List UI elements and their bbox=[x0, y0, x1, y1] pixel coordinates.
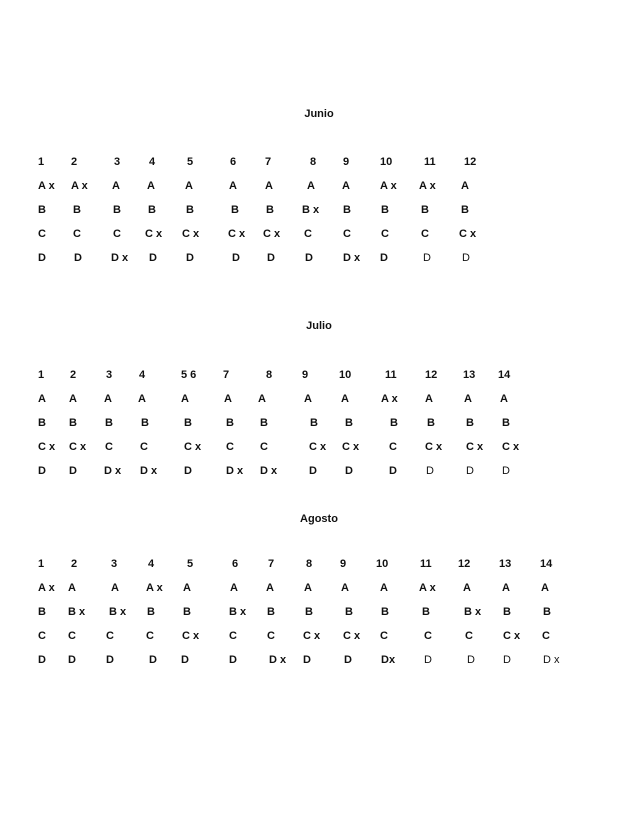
julio-cell: 14 bbox=[498, 369, 511, 381]
agosto-cell: D bbox=[303, 654, 311, 666]
agosto-cell: D x bbox=[543, 654, 560, 666]
julio-cell: 4 bbox=[139, 369, 146, 381]
julio-cell: C x bbox=[466, 441, 484, 453]
agosto-cell: B bbox=[503, 606, 511, 618]
agosto-cell: 2 bbox=[71, 558, 78, 570]
junio-cell: C bbox=[421, 228, 429, 240]
agosto-cell: A bbox=[68, 582, 76, 594]
agosto-cell: 7 bbox=[268, 558, 275, 570]
agosto-cell: C x bbox=[182, 630, 200, 642]
agosto-cell: D bbox=[424, 654, 432, 666]
julio-row-a bbox=[0, 392, 638, 406]
julio-cell: A bbox=[425, 393, 433, 405]
junio-cell: A x bbox=[71, 180, 88, 192]
agosto-cell: A x bbox=[146, 582, 163, 594]
agosto-cell: 5 bbox=[187, 558, 194, 570]
agosto-cell: 3 bbox=[111, 558, 118, 570]
agosto-cell: C bbox=[229, 630, 237, 642]
julio-cell: B bbox=[69, 417, 77, 429]
agosto-cell: 10 bbox=[376, 558, 389, 570]
junio-cell: B bbox=[266, 204, 274, 216]
junio-row-numbers bbox=[0, 155, 638, 169]
agosto-cell: 14 bbox=[540, 558, 553, 570]
junio-cell: D bbox=[462, 252, 470, 264]
junio-cell: 4 bbox=[149, 156, 156, 168]
julio-cell: A bbox=[341, 393, 349, 405]
julio-cell: B bbox=[390, 417, 398, 429]
julio-cell: B bbox=[141, 417, 149, 429]
agosto-cell: D bbox=[68, 654, 76, 666]
julio-row-c bbox=[0, 440, 638, 454]
agosto-cell: B bbox=[345, 606, 353, 618]
junio-cell: D bbox=[267, 252, 275, 264]
junio-cell: C bbox=[38, 228, 46, 240]
agosto-cell: A x bbox=[419, 582, 436, 594]
agosto-row-a bbox=[0, 581, 638, 595]
agosto-cell: A x bbox=[38, 582, 55, 594]
junio-cell: A bbox=[185, 180, 193, 192]
julio-cell: 11 bbox=[385, 369, 397, 381]
julio-cell: 12 bbox=[425, 369, 438, 381]
junio-row-c bbox=[0, 227, 638, 241]
julio-cell: D bbox=[502, 465, 510, 477]
agosto-cell: 11 bbox=[420, 558, 432, 570]
junio-cell: B bbox=[186, 204, 194, 216]
junio-cell: C bbox=[343, 228, 351, 240]
julio-cell: D bbox=[345, 465, 353, 477]
julio-row-d bbox=[0, 464, 638, 478]
junio-cell: D bbox=[38, 252, 46, 264]
agosto-row-numbers bbox=[0, 557, 638, 571]
julio-cell: B bbox=[105, 417, 113, 429]
section-title-agosto: Agosto bbox=[300, 513, 338, 525]
julio-cell: B bbox=[427, 417, 435, 429]
julio-cell: B bbox=[345, 417, 353, 429]
agosto-cell: A bbox=[183, 582, 191, 594]
junio-cell: A bbox=[229, 180, 237, 192]
agosto-cell: C bbox=[424, 630, 432, 642]
agosto-cell: C bbox=[106, 630, 114, 642]
julio-cell: C bbox=[260, 441, 268, 453]
section-title-julio: Julio bbox=[306, 320, 332, 332]
julio-cell: D bbox=[426, 465, 434, 477]
julio-cell: B bbox=[466, 417, 474, 429]
junio-cell: A x bbox=[380, 180, 397, 192]
junio-cell: A x bbox=[38, 180, 55, 192]
agosto-cell: C bbox=[542, 630, 550, 642]
julio-cell: C x bbox=[38, 441, 56, 453]
julio-cell: 13 bbox=[463, 369, 476, 381]
junio-cell: C bbox=[113, 228, 121, 240]
agosto-cell: C bbox=[38, 630, 46, 642]
agosto-cell: A bbox=[266, 582, 274, 594]
junio-row-a bbox=[0, 179, 638, 193]
junio-cell: D bbox=[149, 252, 157, 264]
julio-cell: 9 bbox=[302, 369, 309, 381]
junio-cell: B bbox=[38, 204, 46, 216]
julio-cell: B bbox=[184, 417, 192, 429]
junio-cell: C bbox=[304, 228, 312, 240]
julio-cell: B bbox=[502, 417, 510, 429]
agosto-cell: A bbox=[380, 582, 388, 594]
julio-cell: D bbox=[184, 465, 192, 477]
agosto-cell: A bbox=[111, 582, 119, 594]
agosto-cell: C bbox=[380, 630, 388, 642]
junio-cell: B bbox=[421, 204, 429, 216]
julio-cell: A bbox=[500, 393, 508, 405]
agosto-cell: A bbox=[502, 582, 510, 594]
junio-cell: C x bbox=[182, 228, 200, 240]
julio-cell: B bbox=[310, 417, 318, 429]
julio-cell: C x bbox=[184, 441, 202, 453]
agosto-cell: 12 bbox=[458, 558, 471, 570]
junio-cell: A bbox=[307, 180, 315, 192]
agosto-cell: B x bbox=[464, 606, 482, 618]
junio-cell: A bbox=[342, 180, 350, 192]
junio-cell: 1 bbox=[38, 156, 45, 168]
junio-cell: B x bbox=[302, 204, 320, 216]
julio-cell: D x bbox=[104, 465, 122, 477]
julio-cell: C bbox=[389, 441, 397, 453]
junio-cell: C x bbox=[459, 228, 477, 240]
julio-cell: D x bbox=[140, 465, 158, 477]
agosto-cell: D bbox=[181, 654, 189, 666]
julio-cell: A bbox=[181, 393, 189, 405]
junio-cell: B bbox=[461, 204, 469, 216]
junio-cell: D bbox=[74, 252, 82, 264]
agosto-cell: D bbox=[149, 654, 157, 666]
julio-cell: C bbox=[105, 441, 113, 453]
julio-cell: A bbox=[224, 393, 232, 405]
agosto-cell: D bbox=[467, 654, 475, 666]
agosto-cell: Dx bbox=[381, 654, 396, 666]
agosto-cell: B bbox=[422, 606, 430, 618]
agosto-cell: A bbox=[230, 582, 238, 594]
junio-cell: 11 bbox=[424, 156, 436, 168]
junio-cell: 10 bbox=[380, 156, 393, 168]
agosto-cell: 13 bbox=[499, 558, 512, 570]
junio-cell: 7 bbox=[265, 156, 272, 168]
julio-cell: 5 6 bbox=[181, 369, 197, 381]
junio-cell: A bbox=[147, 180, 155, 192]
junio-cell: C bbox=[73, 228, 81, 240]
agosto-cell: A bbox=[541, 582, 549, 594]
agosto-cell: B bbox=[305, 606, 313, 618]
junio-cell: D x bbox=[111, 252, 129, 264]
agosto-cell: D bbox=[38, 654, 46, 666]
agosto-cell: D x bbox=[269, 654, 287, 666]
agosto-cell: D bbox=[503, 654, 511, 666]
julio-cell: A bbox=[304, 393, 312, 405]
julio-cell: C x bbox=[502, 441, 520, 453]
junio-cell: 2 bbox=[71, 156, 78, 168]
agosto-cell: C x bbox=[343, 630, 361, 642]
julio-cell: D x bbox=[260, 465, 278, 477]
julio-row-b bbox=[0, 416, 638, 430]
agosto-cell: D bbox=[344, 654, 352, 666]
junio-cell: D x bbox=[343, 252, 361, 264]
junio-cell: C bbox=[381, 228, 389, 240]
julio-cell: D bbox=[309, 465, 317, 477]
agosto-cell: B bbox=[381, 606, 389, 618]
julio-cell: D bbox=[38, 465, 46, 477]
junio-cell: A bbox=[112, 180, 120, 192]
section-title-junio: Junio bbox=[304, 108, 334, 120]
junio-cell: C x bbox=[228, 228, 246, 240]
julio-cell: C x bbox=[69, 441, 87, 453]
julio-cell: 2 bbox=[70, 369, 77, 381]
julio-cell: A bbox=[38, 393, 46, 405]
agosto-row-d bbox=[0, 653, 638, 667]
junio-cell: B bbox=[381, 204, 389, 216]
junio-cell: D bbox=[380, 252, 388, 264]
agosto-cell: B bbox=[543, 606, 551, 618]
agosto-cell: 8 bbox=[306, 558, 313, 570]
junio-cell: D bbox=[305, 252, 313, 264]
julio-cell: B bbox=[226, 417, 234, 429]
julio-cell: C bbox=[140, 441, 148, 453]
agosto-cell: B x bbox=[109, 606, 127, 618]
agosto-cell: A bbox=[304, 582, 312, 594]
agosto-cell: A bbox=[341, 582, 349, 594]
julio-cell: A x bbox=[381, 393, 398, 405]
agosto-cell: 1 bbox=[38, 558, 45, 570]
junio-cell: 5 bbox=[187, 156, 194, 168]
junio-cell: 9 bbox=[343, 156, 350, 168]
agosto-cell: C bbox=[267, 630, 275, 642]
agosto-cell: B x bbox=[229, 606, 247, 618]
agosto-row-c bbox=[0, 629, 638, 643]
junio-cell: D bbox=[186, 252, 194, 264]
junio-cell: C x bbox=[145, 228, 163, 240]
julio-cell: D x bbox=[226, 465, 244, 477]
junio-cell: C x bbox=[263, 228, 281, 240]
julio-cell: C bbox=[226, 441, 234, 453]
junio-cell: B bbox=[343, 204, 351, 216]
agosto-cell: C x bbox=[303, 630, 321, 642]
julio-cell: D bbox=[466, 465, 474, 477]
agosto-row-b bbox=[0, 605, 638, 619]
junio-cell: B bbox=[73, 204, 81, 216]
julio-cell: C x bbox=[309, 441, 327, 453]
junio-cell: D bbox=[232, 252, 240, 264]
agosto-cell: B bbox=[183, 606, 191, 618]
julio-cell: A bbox=[138, 393, 146, 405]
julio-cell: D bbox=[69, 465, 77, 477]
agosto-cell: 6 bbox=[232, 558, 239, 570]
agosto-cell: C bbox=[465, 630, 473, 642]
agosto-cell: B bbox=[147, 606, 155, 618]
julio-cell: A bbox=[258, 393, 266, 405]
julio-cell: 3 bbox=[106, 369, 113, 381]
agosto-cell: 9 bbox=[340, 558, 347, 570]
junio-cell: 3 bbox=[114, 156, 121, 168]
julio-cell: A bbox=[464, 393, 472, 405]
agosto-cell: 4 bbox=[148, 558, 155, 570]
agosto-cell: B bbox=[267, 606, 275, 618]
agosto-cell: B x bbox=[68, 606, 86, 618]
julio-cell: B bbox=[38, 417, 46, 429]
julio-cell: B bbox=[260, 417, 268, 429]
junio-cell: B bbox=[148, 204, 156, 216]
agosto-cell: C x bbox=[503, 630, 521, 642]
julio-cell: A bbox=[69, 393, 77, 405]
junio-cell: B bbox=[231, 204, 239, 216]
agosto-cell: C bbox=[146, 630, 154, 642]
junio-cell: 6 bbox=[230, 156, 237, 168]
julio-cell: A bbox=[104, 393, 112, 405]
junio-cell: B bbox=[113, 204, 121, 216]
agosto-cell: B bbox=[38, 606, 46, 618]
agosto-cell: D bbox=[106, 654, 114, 666]
agosto-cell: A bbox=[463, 582, 471, 594]
junio-cell: A x bbox=[419, 180, 436, 192]
junio-row-d bbox=[0, 251, 638, 265]
julio-cell: 10 bbox=[339, 369, 352, 381]
julio-cell: C x bbox=[425, 441, 443, 453]
agosto-cell: C bbox=[68, 630, 76, 642]
junio-cell: D bbox=[423, 252, 431, 264]
junio-cell: 8 bbox=[310, 156, 317, 168]
julio-row-numbers bbox=[0, 368, 638, 382]
julio-cell: 1 bbox=[38, 369, 45, 381]
agosto-cell: D bbox=[229, 654, 237, 666]
junio-row-b bbox=[0, 203, 638, 217]
julio-cell: 7 bbox=[223, 369, 230, 381]
julio-cell: D bbox=[389, 465, 397, 477]
julio-cell: 8 bbox=[266, 369, 273, 381]
junio-cell: A bbox=[265, 180, 273, 192]
junio-cell: A bbox=[461, 180, 469, 192]
junio-cell: 12 bbox=[464, 156, 477, 168]
julio-cell: C x bbox=[342, 441, 360, 453]
